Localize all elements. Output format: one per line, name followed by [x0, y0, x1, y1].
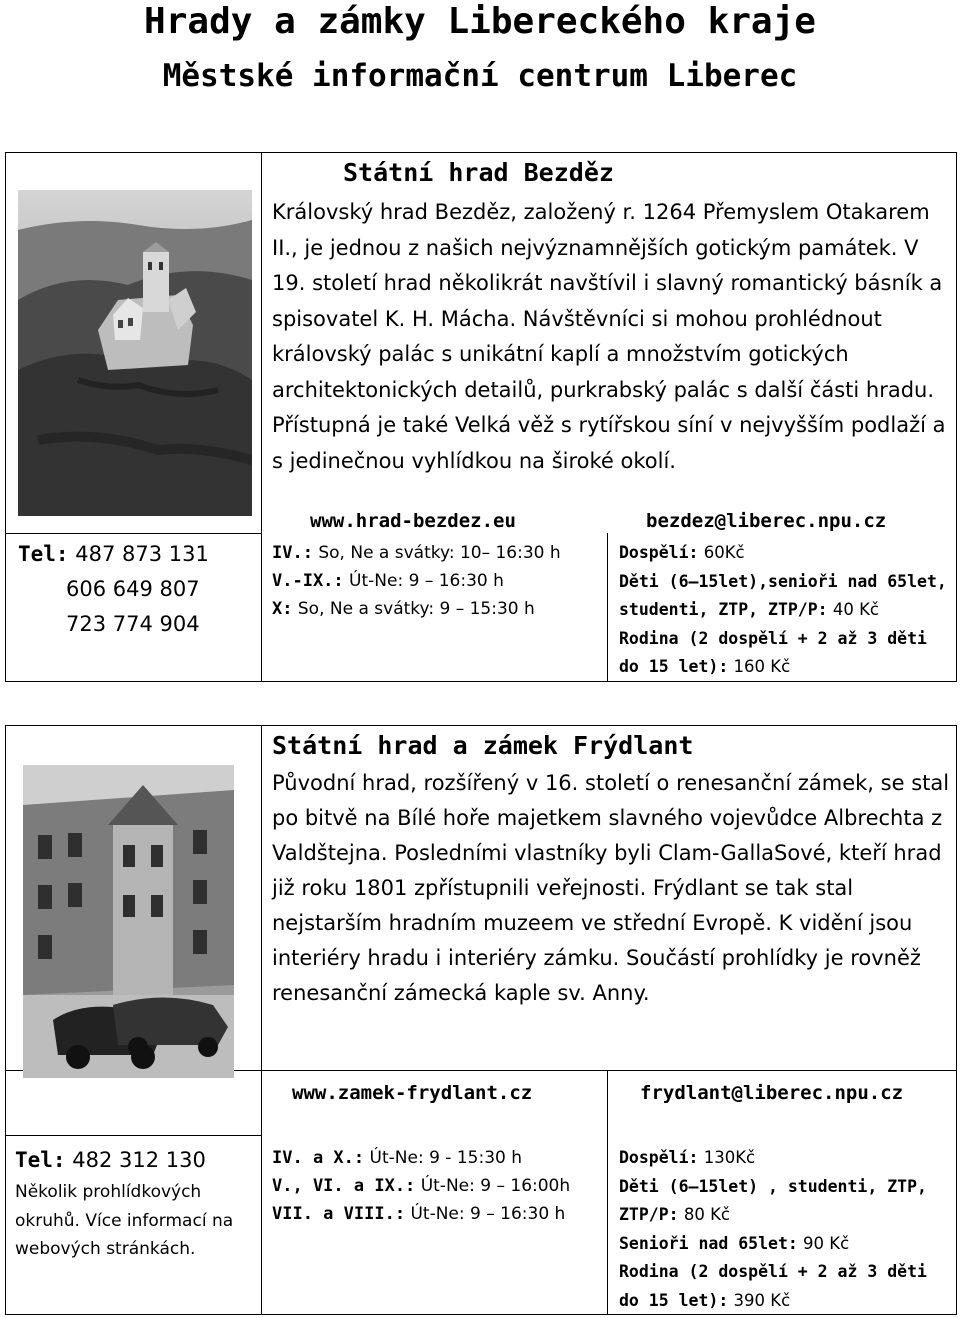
frydlant-description: Původní hrad, rozšířený v 16. století o renesanční zámek, se stal po bitvě na Bílé hoře majetkem slavného vojevůdce Albrechta z Valdštejna. Posledními vlastníky byli Clam-GallaSové, kteří hrad již roku 1801 zpřístupnili veřejnosti. Frýdlant se tak stal nejstarším hradním muzeem ve střední Evropě. K vidění jsou interiéry hradu i interiéry zámku. Součástí prohlídky je rovněž renesanční zámecká kaple sv. Anny. — [272, 771, 950, 1005]
frydlant-title: Státní hrad a zámek Frýdlant — [272, 731, 694, 760]
tel-label: Tel: — [15, 1148, 66, 1172]
price-row: Děti (6–15let),senioři nad 65let, studenti, ZTP, ZTP/P: 40 Kč — [619, 571, 947, 619]
frydlant-castle-photo — [23, 765, 234, 1078]
price-row: Rodina (2 dospělí + 2 až 3 děti do 15 let): 160 Kč — [619, 628, 927, 676]
frydlant-opening-hours — [272, 1144, 570, 1228]
price-row: Dospělí: 60Kč — [619, 543, 745, 562]
price-row: Senioři nad 65let: 90 Kč — [619, 1233, 850, 1253]
bezdez-castle-photo — [18, 190, 252, 516]
bezdez-column-divider — [261, 152, 262, 682]
hours-row: V.-IX.: Út-Ne: 9 – 16:30 h — [272, 571, 504, 591]
frydlant-web-link[interactable]: www.zamek-frydlant.cz — [292, 1082, 533, 1104]
bezdez-left-divider — [5, 533, 261, 534]
price-row: Rodina (2 dospělí + 2 až 3 děti do 15 let): 390 Kč — [619, 1262, 927, 1310]
frydlant-left-divider — [5, 1135, 261, 1136]
phone-number: 487 873 131 — [75, 542, 209, 566]
frydlant-column-divider — [261, 725, 262, 1315]
hours-row: VII. a VIII.: Út-Ne: 9 – 16:30 h — [272, 1204, 566, 1224]
frydlant-email-link[interactable]: frydlant@liberec.npu.cz — [640, 1082, 904, 1104]
bezdez-prices — [619, 539, 949, 682]
tel-label: Tel: — [18, 542, 69, 566]
frydlant-phone — [15, 1143, 206, 1178]
phone-number: 482 312 130 — [72, 1148, 206, 1172]
bezdez-description: Královský hrad Bezděz, založený r. 1264 Přemyslem Otakarem II., je jednou z našich nejvýznamnějších gotickým památek. V 19. století hrad několikrát navštívil i slavný romantický básník a spisovatel K. H. Mácha. Návštěvníci si mohou prohlédnout královský palác s unikátní kaplí a množstvím gotických architektonických detailů, purkrabský palác s další části hradu. Přístupná je také Velká věž s rytířskou síní v nejvyšším podlaží a s jedinečnou vyhlídkou na široké okolí. — [272, 200, 946, 473]
phone-number: 723 774 904 — [66, 612, 200, 636]
bezdez-title: Státní hrad Bezděz — [343, 158, 614, 187]
frydlant-prices — [619, 1144, 949, 1315]
frydlant-tours-note: Několik prohlídkových okruhů. Více informací na webových stránkách. — [15, 1182, 234, 1259]
bezdez-email-link[interactable]: bezdez@liberec.npu.cz — [646, 510, 887, 532]
phone-number: 606 649 807 — [66, 577, 200, 601]
page-subtitle: Městské informační centrum Liberec — [162, 58, 798, 94]
hours-row: X: So, Ne a svátky: 9 – 15:30 h — [272, 599, 535, 619]
hours-row: V., VI. a IX.: Út-Ne: 9 – 16:00h — [272, 1176, 571, 1196]
price-row: Děti (6–15let) , studenti, ZTP, ZTP/P: 80 Kč — [619, 1176, 927, 1224]
frydlant-inner-divider — [607, 1070, 608, 1315]
price-row: Dospělí: 130Kč — [619, 1148, 756, 1167]
hours-row: IV.: So, Ne a svátky: 10– 16:30 h — [272, 543, 561, 563]
bezdez-web-link[interactable]: www.hrad-bezdez.eu — [310, 510, 516, 532]
bezdez-opening-hours — [272, 539, 561, 623]
bezdez-inner-divider — [607, 533, 608, 682]
bezdez-phones — [18, 537, 209, 642]
hours-row: IV. a X.: Út-Ne: 9 - 15:30 h — [272, 1148, 523, 1168]
page-title: Hrady a zámky Libereckého kraje — [144, 1, 816, 42]
